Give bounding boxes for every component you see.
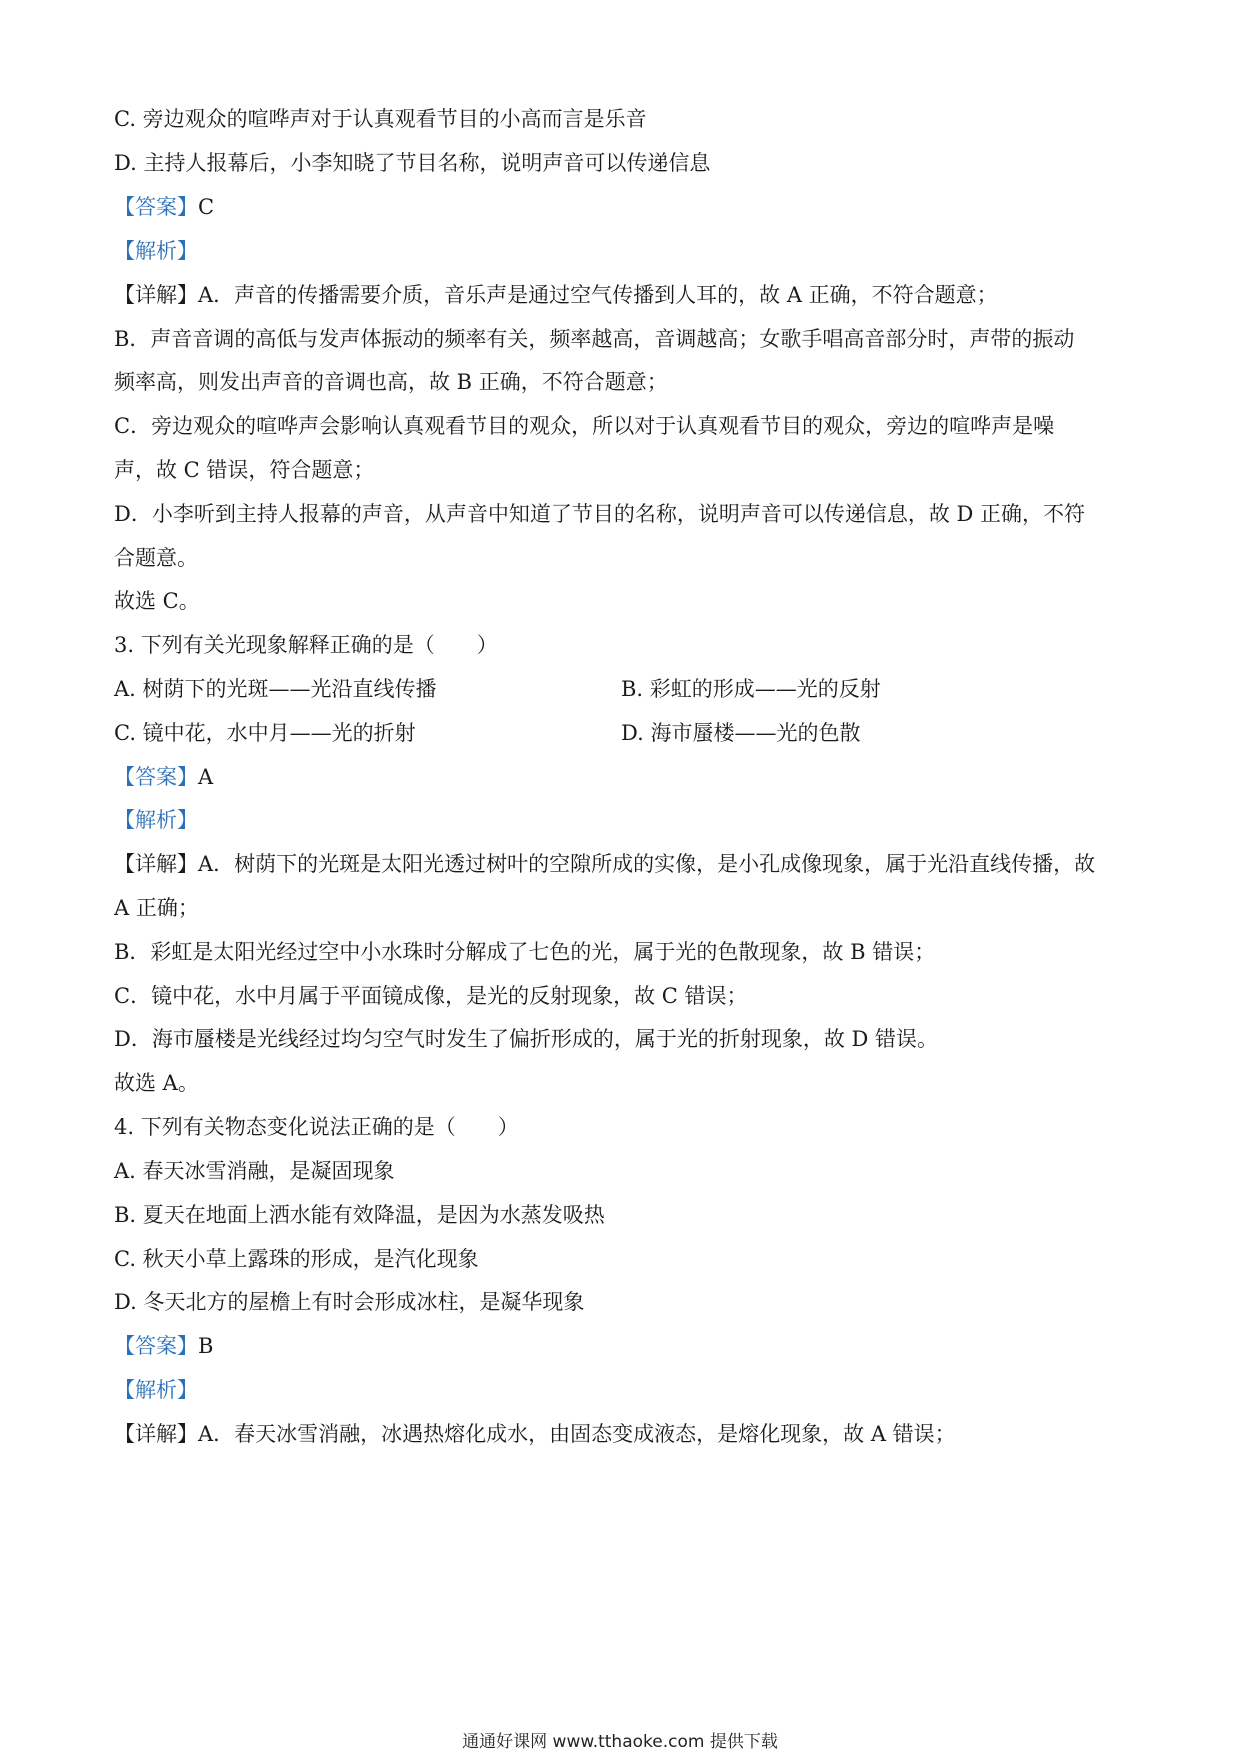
conclusion-q2: 故选 C。 [114,589,200,613]
option-c-q4: C. 秋天小草上露珠的形成，是汽化现象 [114,1247,479,1271]
option-a-q4: A. 春天冰雪消融，是凝固现象 [114,1159,395,1183]
answer-line-q3 [114,762,1134,792]
option-a-q3: A. 树荫下的光斑——光沿直线传播 [114,677,437,701]
answer-value: B [198,1334,214,1358]
analysis-tag-q2: 【解析】 [114,239,198,263]
answer-tag: 【答案】 [114,1334,198,1358]
detail-b-line1: B．声音音调的高低与发声体振动的频率有关，频率越高，音调越高；女歌手唱高音部分时，声带的振动 [114,327,1075,351]
answer-value: A [198,765,214,789]
detail-line-q3: 【详解】A．树荫下的光斑是太阳光透过树叶的空隙所成的实像，是小孔成像现象，属于光沿直线传播，故 [114,852,1096,876]
answer-value: C [198,195,215,219]
option-d-q2: D. 主持人报幕后，小李知晓了节目名称，说明声音可以传递信息 [114,151,711,175]
answer-line-q4 [114,1331,1134,1361]
detail-b-line2: 频率高，则发出声音的音调也高，故 B 正确，不符合题意； [114,370,668,394]
detail-line-q2: 【详解】A．声音的传播需要介质，音乐声是通过空气传播到人耳的，故 A 正确，不符合题意； [114,283,998,307]
option-c-q2: C. 旁边观众的喧哗声对于认真观看节目的小高而言是乐音 [114,107,647,131]
answer-tag: 【答案】 [114,765,198,789]
analysis-tag-q4: 【解析】 [114,1378,198,1402]
option-d-q3: D. 海市蜃楼——光的色散 [621,721,861,745]
detail-tag: 【详解】 [114,852,198,876]
question-3-stem: 3. 下列有关光现象解释正确的是（ ） [114,633,498,657]
detail-c-q3: C．镜中花，水中月属于平面镜成像，是光的反射现象，故 C 错误； [114,984,748,1008]
option-b-q3: B. 彩虹的形成——光的反射 [621,677,881,701]
detail-c-line1: C．旁边观众的喧哗声会影响认真观看节目的观众，所以对于认真观看节目的观众，旁边的喧哗声是噪 [114,414,1055,438]
question-4-stem: 4. 下列有关物态变化说法正确的是（ ） [114,1115,519,1139]
answer-line-q2 [114,192,1134,222]
option-b-q4: B. 夏天在地面上洒水能有效降温，是因为水蒸发吸热 [114,1203,605,1227]
detail-b-q3: B．彩虹是太阳光经过空中小水珠时分解成了七色的光，属于光的色散现象，故 B 错误； [114,940,936,964]
detail-d-q3: D．海市蜃楼是光线经过均匀空气时发生了偏折形成的，属于光的折射现象，故 D 错误。 [114,1027,939,1051]
option-d-q4: D. 冬天北方的屋檐上有时会形成冰柱，是凝华现象 [114,1290,585,1314]
detail-line-q4: 【详解】A．春天冰雪消融，冰遇热熔化成水，由固态变成液态，是熔化现象，故 A 错误； [114,1422,956,1446]
analysis-tag-q3: 【解析】 [114,808,198,832]
detail-tag: 【详解】 [114,1422,198,1446]
answer-tag: 【答案】 [114,195,198,219]
detail-a-line2: A 正确； [114,896,199,920]
option-c-q3: C. 镜中花，水中月——光的折射 [114,721,416,745]
detail-d-line1: D．小李听到主持人报幕的声音，从声音中知道了节目的名称，说明声音可以传递信息，故 D 正确，不符 [114,502,1086,526]
page-footer: 通通好课网 www.tthaoke.com 提供下载 [462,1732,778,1752]
conclusion-q3: 故选 A。 [114,1071,199,1095]
detail-c-line2: 声，故 C 错误，符合题意； [114,458,375,482]
detail-tag: 【详解】 [114,283,198,307]
detail-d-line2: 合题意。 [114,546,198,570]
